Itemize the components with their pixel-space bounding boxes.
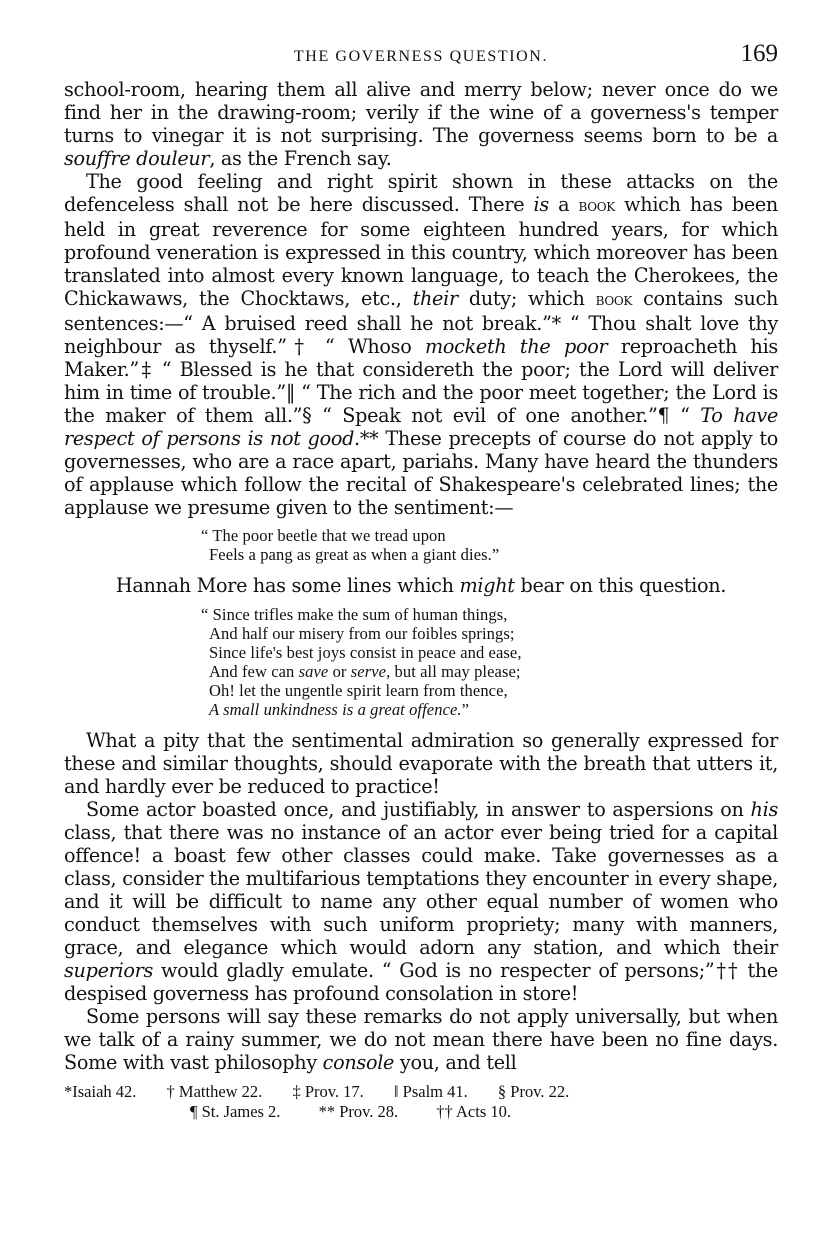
italic-text: save [298, 662, 329, 681]
text-run: you, and tell [394, 1051, 517, 1074]
footnote-row [64, 1102, 778, 1122]
small-caps-text: book [595, 290, 633, 310]
paragraph [64, 78, 778, 170]
verse-line [201, 605, 778, 624]
footnote: § Prov. 22. [497, 1082, 570, 1101]
page-number: 169 [740, 40, 778, 67]
text-run: , as the French say. [209, 147, 392, 170]
text-run: or [328, 662, 351, 681]
verse-quotation [64, 526, 778, 564]
text-run: Some actor boasted once, and justifiably, in answer to aspersions on [86, 798, 751, 821]
footnote: ‖ Psalm 41. [393, 1082, 468, 1101]
body-text [64, 78, 778, 1074]
italic-text: might [459, 574, 515, 597]
running-title: THE GOVERNESS QUESTION. [293, 48, 549, 65]
italic-text: mocketh the poor [424, 335, 608, 358]
verse-quotation [64, 605, 778, 719]
text-run: Some persons will say these remarks do not apply universally, but when we talk of a rainy summer, we do not mean there have been no fine days. Some with vast philosophy [64, 1005, 778, 1074]
footnote: ¶ St. James 2. [190, 1102, 281, 1121]
text-run: would gladly emulate. “ God is no respecter of persons;”†† the despised governess has profound consolation in store! [64, 959, 778, 1005]
text-run: What a pity that the sentimental admiration so generally expressed for these and similar thoughts, should evaporate with the breath that utters it, and hardly ever be reduced to practice! [64, 729, 778, 798]
verse-line [201, 624, 778, 643]
paragraph [64, 1005, 778, 1074]
text-run: a [548, 193, 579, 216]
italic-text: console [322, 1051, 395, 1074]
italic-text: serve [350, 662, 387, 681]
footnotes [64, 1082, 778, 1122]
footnote: † Matthew 22. [166, 1082, 263, 1101]
italic-text: is [533, 193, 549, 216]
paragraph [64, 170, 778, 519]
verse-line [201, 681, 778, 700]
footnote: *Isaiah 42. [64, 1082, 137, 1101]
italic-text: their [412, 287, 458, 310]
italic-text: his [750, 798, 778, 821]
text-run: contains such sentences:—“ A bruised reed shall he not break.”* “ Thou shalt love thy neighbour as thyself.”† “ Whoso [64, 287, 778, 358]
page-header [64, 38, 778, 78]
italic-text: A small unkindness is a great offence. [209, 700, 462, 719]
text-run: The good feeling and right spirit shown in these attacks on the defenceless shall not be here discussed. There [64, 170, 778, 216]
text-run: duty; which [457, 287, 596, 310]
text-run: And few can [209, 662, 299, 681]
verse-line [201, 662, 778, 681]
text-run: Since life's best joys consist in peace and ease, [209, 643, 522, 662]
footnote-row [64, 1082, 778, 1102]
italic-text: souffre douleur [64, 147, 210, 170]
paragraph [64, 798, 778, 1005]
footnote: ‡ Prov. 17. [292, 1082, 364, 1101]
verse-line [201, 700, 778, 719]
small-caps-text: book [578, 196, 615, 216]
paragraph [64, 574, 778, 597]
text-run: reproacheth his Maker.”‡ “ Blessed is he that considereth the poor; the Lord will deliver him in time of trouble.”‖ “ The rich and the poor meet together; the Lord is the maker of them all.”§ “ Speak not evil of one another.”¶ “ [64, 335, 778, 427]
text-run: Oh! let the ungentle spirit learn from thence, [209, 681, 508, 700]
verse-line [201, 545, 778, 564]
text-run: Hannah More has some lines which [115, 574, 460, 597]
text-run: class, that there was no instance of an actor ever being tried for a capital offence! a boast few other classes could make. Take governesses as a class, consider the multifarious temptations they encounter in every shape, and it will be difficult to name any other equal number of women who conduct themselves with such uniform propriety; many with manners, grace, and elegance which would adorn any station, and which their [64, 821, 778, 959]
text-run: Feels a pang as great as when a giant dies.” [209, 545, 500, 564]
text-run: which has been held in great reverence for some eighteen hundred years, for which profound veneration is expressed in this country, which moreover has been translated into almost every known language, to teach the Cherokees, the Chickawaws, the Chocktaws, etc., [64, 193, 778, 310]
text-run: bear on this question. [514, 574, 727, 597]
text-run: And half our misery from our foibles springs; [209, 624, 515, 643]
footnote: †† Acts 10. [436, 1102, 512, 1121]
text-run: ** These precepts of course do not apply to governesses, who are a race apart, pariahs. Many have heard the thunders of applause which follow the recital of Shakespeare's celebrated lines; the applause we presume given to the sentiment:— [64, 427, 778, 519]
text-run: school-room, hearing them all alive and merry below; never once do we find her in the drawing-room; verily if the wine of a governess's temper turns to vinegar it is not surprising. The governess seems born to be a [64, 78, 778, 147]
text-run: , but all may please; [386, 662, 521, 681]
book-page [64, 38, 778, 1122]
italic-text: To have respect of persons is not good. [64, 404, 778, 450]
footnote: ** Prov. 28. [318, 1102, 399, 1121]
italic-text: superiors [64, 959, 154, 982]
paragraph [64, 729, 778, 798]
text-run: “ The poor beetle that we tread upon [201, 526, 446, 545]
verse-line [201, 526, 778, 545]
text-run: ” [461, 700, 470, 719]
verse-line [201, 643, 778, 662]
text-run: “ Since trifles make the sum of human things, [201, 605, 508, 624]
